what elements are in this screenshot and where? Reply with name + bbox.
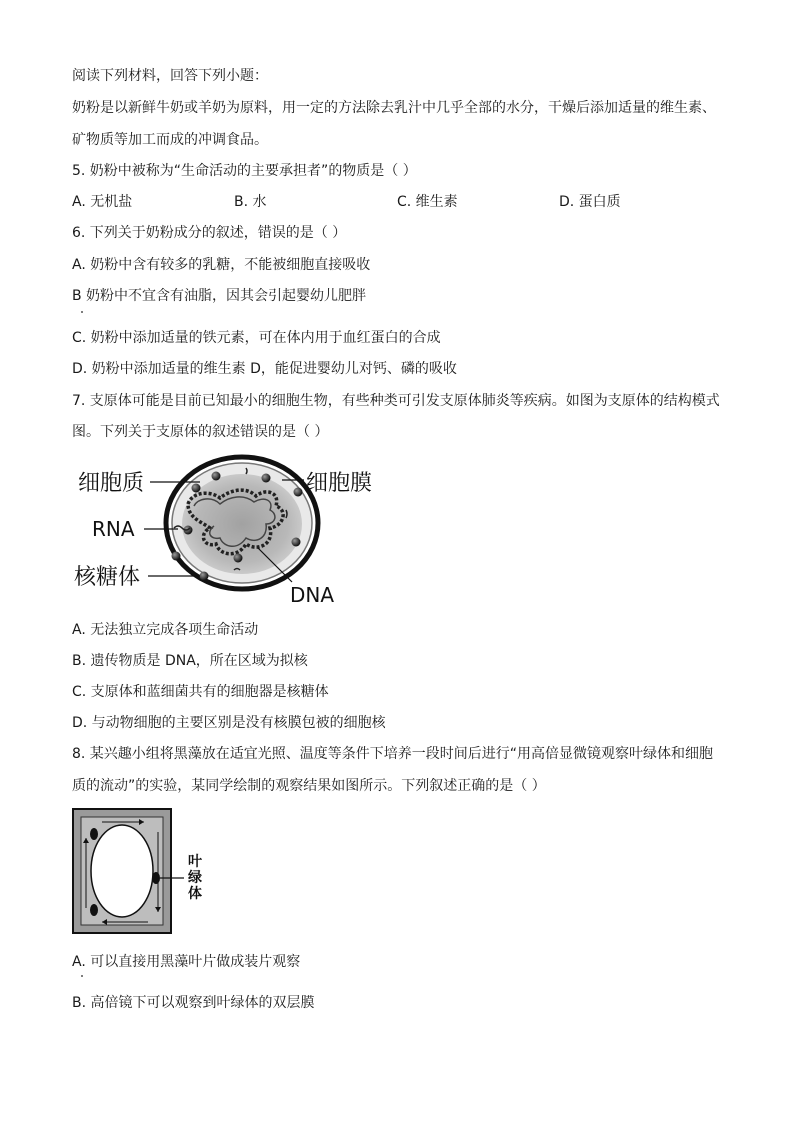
label-chloroplast-2: 绿	[188, 870, 202, 886]
label-chloroplast-1: 叶	[188, 854, 202, 870]
chloroplast	[152, 872, 160, 884]
question-5-option-b: B. 水	[234, 194, 267, 210]
question-5-option-d: D. 蛋白质	[559, 194, 621, 210]
ribosome	[172, 552, 181, 561]
question-7-stem-1: 7. 支原体可能是目前已知最小的细胞生物，有些种类可引发支原体肺炎等疾病。如图为支原体的结构模式	[72, 393, 720, 409]
question-6-option-b: B 奶粉中不宜含有油脂，因其会引起婴幼儿肥胖	[72, 288, 367, 304]
ribosome	[294, 488, 303, 497]
question-6-option-c: C. 奶粉中添加适量的铁元素，可在体内用于血红蛋白的合成	[72, 330, 441, 346]
label-cytoplasm: 细胞质	[78, 471, 145, 496]
label-rna: RNA	[92, 517, 135, 541]
question-8-option-a: A. 可以直接用黑藻叶片做成装片观察	[72, 954, 301, 970]
label-dna: DNA	[290, 583, 335, 607]
ribosome	[262, 474, 271, 483]
question-8-stem-2: 质的流动”的实验，某同学绘制的观察结果如图所示。下列叙述正确的是（ ）	[72, 778, 546, 794]
question-7-option-d: D. 与动物细胞的主要区别是没有核膜包被的细胞核	[72, 715, 386, 731]
question-7-option-a: A. 无法独立完成各项生命活动	[72, 622, 259, 638]
intro-line-3: 矿物质等加工而成的冲调食品。	[72, 132, 268, 148]
ribosome	[292, 538, 301, 547]
intro-line-2: 奶粉是以新鲜牛奶或羊奶为原料，用一定的方法除去乳汁中几乎全部的水分，干燥后添加适量的维生素、	[72, 100, 716, 116]
intro-line-1: 阅读下列材料，回答下列小题：	[72, 68, 268, 84]
chloroplast	[90, 904, 98, 916]
ribosome	[200, 572, 209, 581]
question-7-stem-2: 图。下列关于支原体的叙述错误的是（ ）	[72, 424, 329, 440]
question-7-option-c: C. 支原体和蓝细菌共有的细胞器是核糖体	[72, 684, 329, 700]
ribosome	[192, 484, 201, 493]
vacuole	[91, 825, 153, 917]
question-8-stem-1: 8. 某兴趣小组将黑藻放在适宜光照、温度等条件下培养一段时间后进行“用高倍显微镜观察叶绿体和细胞	[72, 746, 714, 762]
mycoplasma-structure-figure	[70, 452, 373, 608]
question-5-option-c: C. 维生素	[397, 194, 458, 210]
chloroplast	[90, 828, 98, 840]
question-5-option-a: A. 无机盐	[72, 194, 133, 210]
scan-dot	[81, 975, 83, 977]
ribosome	[234, 554, 243, 563]
ribosome	[212, 472, 221, 481]
question-6-option-a: A. 奶粉中含有较多的乳糖，不能被细胞直接吸收	[72, 257, 371, 273]
question-8-option-b: B. 高倍镜下可以观察到叶绿体的双层膜	[72, 995, 315, 1011]
question-6-option-d: D. 奶粉中添加适量的维生素 D，能促进婴幼儿对钙、磷的吸收	[72, 361, 457, 377]
scan-dot	[81, 311, 83, 313]
question-6-stem: 6. 下列关于奶粉成分的叙述，错误的是（ ）	[72, 225, 347, 241]
question-5-stem: 5. 奶粉中被称为“生命活动的主要承担者”的物质是（ ）	[72, 163, 417, 179]
label-membrane: 细胞膜	[306, 471, 373, 496]
label-chloroplast-3: 体	[188, 886, 202, 902]
question-7-option-b: B. 遗传物质是 DNA，所在区域为拟核	[72, 653, 308, 669]
label-ribosome: 核糖体	[74, 565, 141, 590]
leaf-cell-figure	[72, 808, 222, 936]
